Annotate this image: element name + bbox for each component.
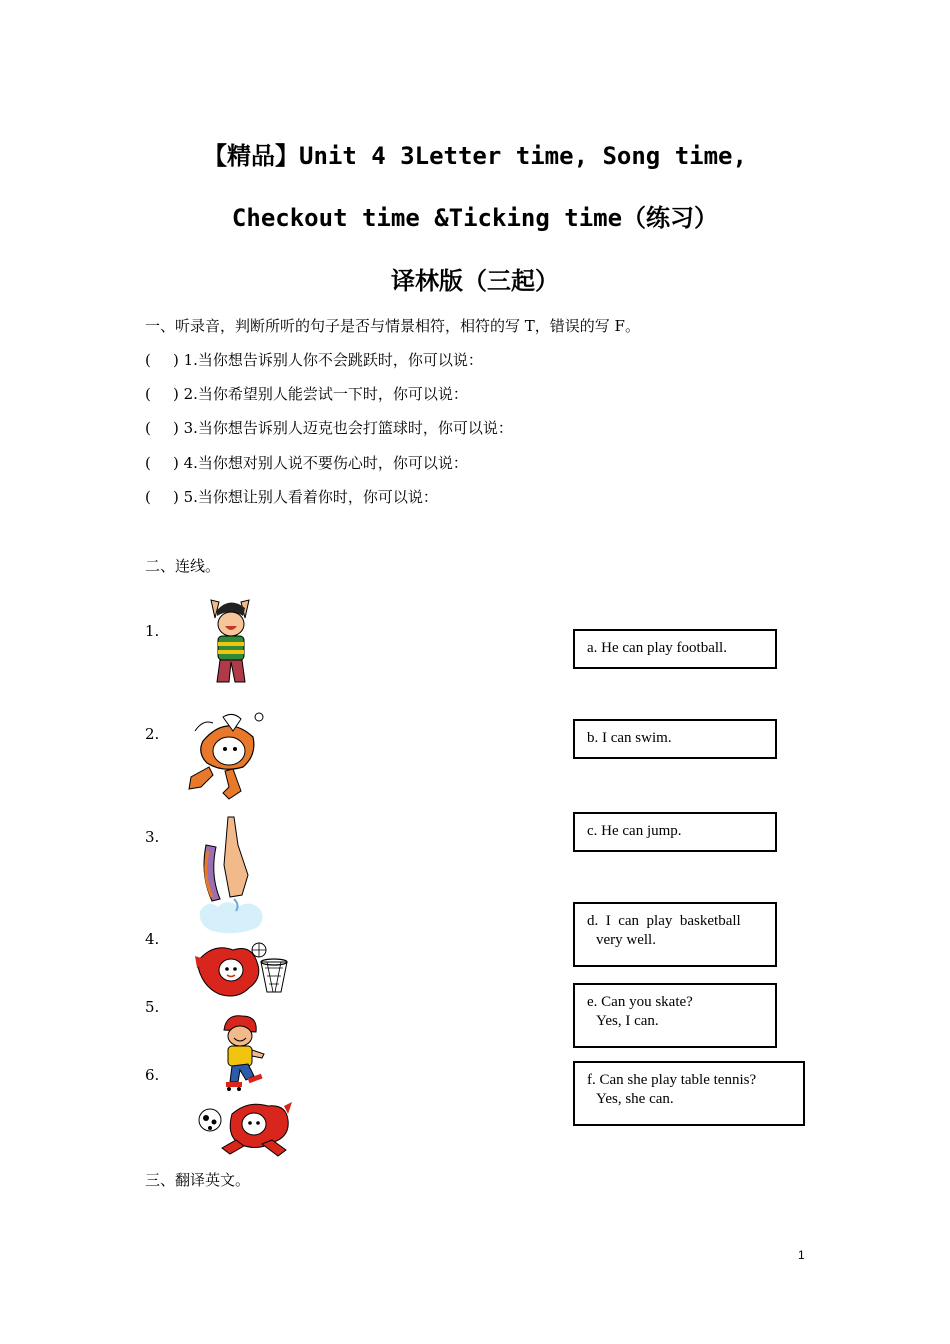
option-d: d. I can play basketball very well. <box>573 902 777 967</box>
section2-heading: 二、连线。 <box>145 557 221 575</box>
option-c: c. He can jump. <box>573 812 777 852</box>
page-number: 1 <box>798 1248 805 1262</box>
option-a: a. He can play football. <box>573 629 777 669</box>
mascot-basketball-icon <box>193 942 291 1002</box>
boy-jumping-icon <box>205 598 255 686</box>
match-number-2: 2. <box>145 725 160 743</box>
match-number-1: 1. <box>145 622 160 640</box>
title-line-2: Checkout time &Ticking time（练习） <box>231 204 719 232</box>
section1-heading: 一、听录音，判断所听的句子是否与情景相符，相符的写 T，错误的写 F。 <box>145 317 640 335</box>
option-e: e. Can you skate? Yes, I can. <box>573 983 777 1048</box>
swimmer-diving-icon <box>198 815 268 935</box>
question-2: ( ) 2.当你希望别人能尝试一下时，你可以说： <box>145 385 468 403</box>
question-4: ( ) 4.当你想对别人说不要伤心时，你可以说： <box>145 454 468 472</box>
mascot-table-tennis-icon <box>183 711 267 801</box>
match-number-4: 4. <box>145 930 160 948</box>
question-1: ( ) 1.当你想告诉别人你不会跳跃时，你可以说： <box>145 351 483 369</box>
title-line-3: 译林版（三起） <box>391 267 559 295</box>
title-line-1: 【精品】Unit 4 3Letter time, Song time, <box>203 142 747 170</box>
section3-heading: 三、翻译英文。 <box>145 1171 251 1189</box>
mascot-football-icon <box>196 1100 292 1158</box>
option-b: b. I can swim. <box>573 719 777 759</box>
match-number-5: 5. <box>145 998 160 1016</box>
boy-skating-icon <box>218 1014 266 1092</box>
match-number-6: 6. <box>145 1066 160 1084</box>
question-5: ( ) 5.当你想让别人看着你时，你可以说： <box>145 488 438 506</box>
question-3: ( ) 3.当你想告诉别人迈克也会打篮球时，你可以说： <box>145 419 513 437</box>
match-number-3: 3. <box>145 828 160 846</box>
option-f: f. Can she play table tennis? Yes, she can. <box>573 1061 805 1126</box>
